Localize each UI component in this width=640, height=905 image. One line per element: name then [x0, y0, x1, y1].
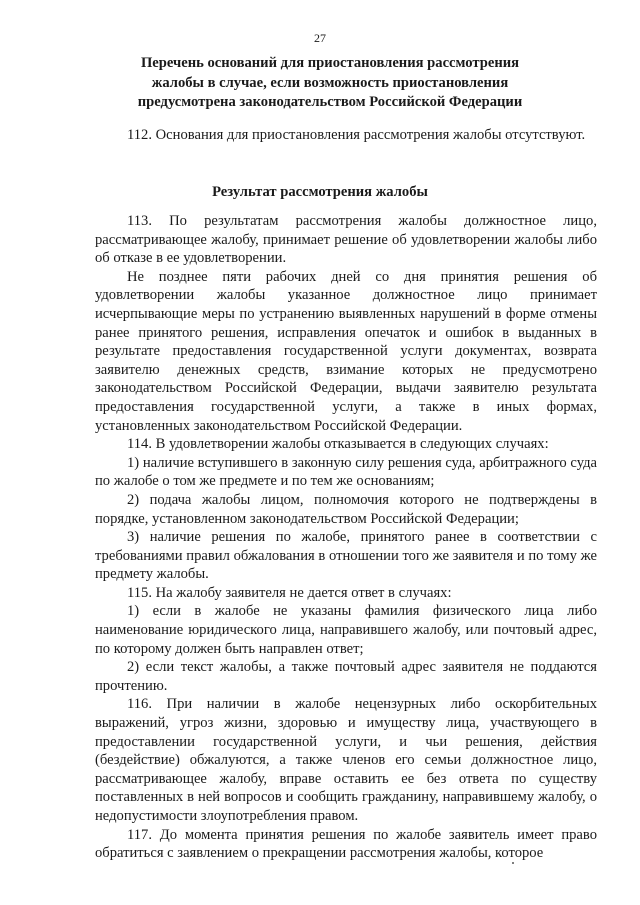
paragraph-117: 117. До момента принятия решения по жалобе заявитель имеет право обратиться с заявлением о прекращении рассмотрения жалобы, которое — [95, 826, 597, 862]
paragraph-112: 112. Основания для приостановления рассмотрения жалобы отсутствуют. — [127, 127, 586, 143]
paragraph-115-item-2: 2) если текст жалобы, а также почтовый адрес заявителя не поддаются прочтению. — [95, 659, 597, 694]
paragraph-113-continuation: Не позднее пяти рабочих дней со дня принятия решения об удовлетворении жалобы указанное должностное лицо принимает исчерпывающие меры по устранению выявленных нарушений в форме отмены ранее принятого решения, исправления опечаток и ошибок в выданных в результате предоставления государственной услуги документах, возврата заявителю денежных средств, взимание которых не предусмотрено законодательством Российской Федерации, выдачи заявителю результата предоставления государственной услуги, а также в иных формах, установленных законодательством Российской Федерации. — [95, 268, 597, 434]
section-heading-result: Результат рассмотрения жалобы — [212, 184, 428, 200]
paragraph-114-item-2: 2) подача жалобы лицом, полномочия которого не подтверждены в порядке, установленном законодательством Российской Федерации; — [95, 491, 597, 527]
paragraph-114-item-3: 3) наличие решения по жалобе, принятого ранее в соответствии с требованиями правил обжалования в отношении того же заявителя и по тому же предмету жалобы. — [95, 529, 597, 583]
page-number: 27 — [314, 31, 326, 45]
section-heading-suspension: Перечень оснований для приостановления рассмотрения жалобы в случае, если возможность приостановления предусмотрена законодательством Российской Федерации — [137, 55, 523, 110]
section-result-body — [95, 212, 597, 863]
section-suspension-body — [95, 126, 597, 145]
paragraph-116: 116. При наличии в жалобе нецензурных либо оскорбительных выражений, угроз жизни, здоровью и имуществу лица, участвующего в предоставлении государственной услуги, и чьи решения, действия (бездействие) обжалуются, а также членов его семьи должностное лицо, рассматривающее жалобу, вправе оставить ее без ответа по существу поставленных в ней вопросов и сообщить гражданину, направившему жалобу, о недопустимости злоупотребления правом. — [95, 696, 597, 824]
paragraph-115-item-1: 1) если в жалобе не указаны фамилия физического лица либо наименование юридического лица, направившего жалобу, или почтовый адрес, по которому должен быть направлен ответ; — [95, 603, 597, 657]
paragraph-114: 114. В удовлетворении жалобы отказывается в следующих случаях: — [127, 436, 549, 453]
paragraph-115: 115. На жалобу заявителя не дается ответ в случаях: — [127, 584, 452, 601]
paragraph-114-item-1: 1) наличие вступившего в законную силу решения суда, арбитражного суда по жалобе о том же предмете и по тем же основаниям; — [95, 454, 597, 490]
paragraph-113: 113. По результатам рассмотрения жалобы должностное лицо, рассматривающее жалобу, принимает решение об удовлетворении жалобы либо об отказе в ее удовлетворении. — [95, 213, 597, 267]
scan-speck — [512, 862, 514, 864]
